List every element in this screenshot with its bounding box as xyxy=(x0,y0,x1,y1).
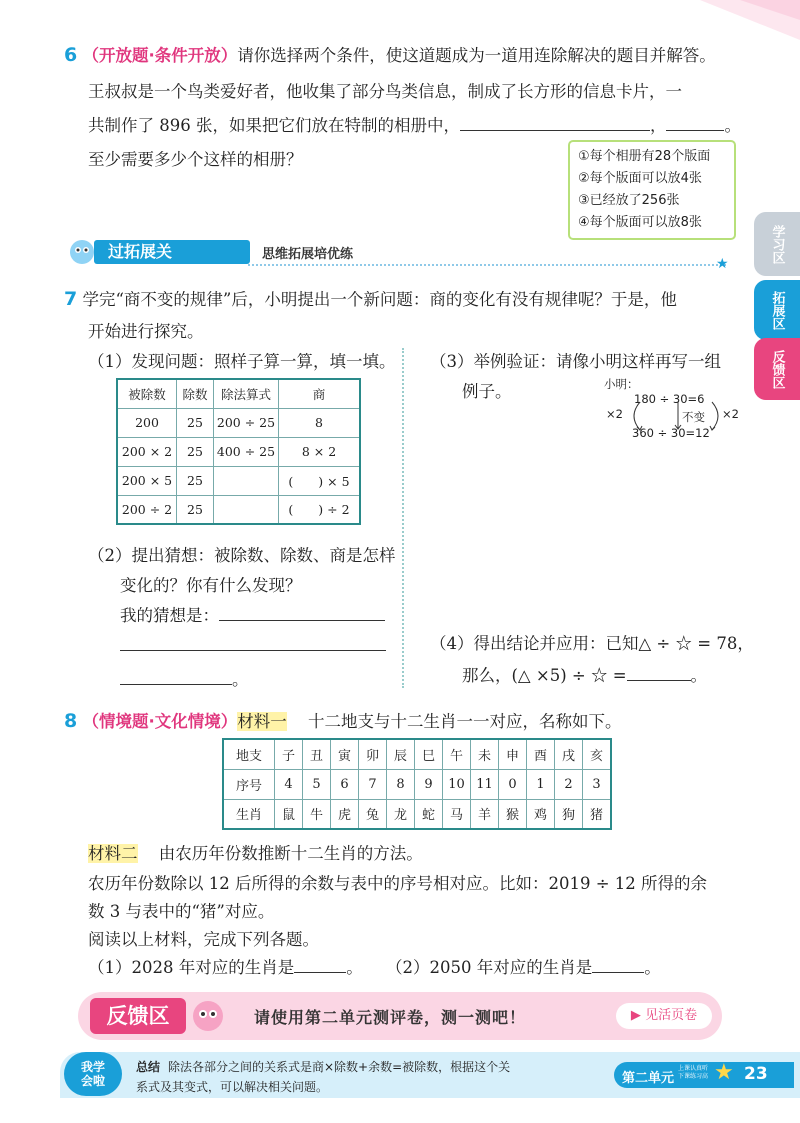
table-cell: 虎 xyxy=(331,799,359,829)
unit-small: 上课认真听 下课练习高 xyxy=(678,1065,709,1080)
table-header: 除数 xyxy=(177,379,214,408)
q6-option-4: ④每个版面可以放8张 xyxy=(578,215,702,230)
q7-part1: （1）发现问题：照样子算一算，填一填。 xyxy=(88,352,396,371)
play-icon: ▶ xyxy=(630,1008,646,1023)
table-answer-cell[interactable] xyxy=(214,495,279,524)
q7-table xyxy=(116,378,361,525)
table-cell: 25 xyxy=(177,466,214,495)
footer-badge: 我学会啦 xyxy=(64,1052,122,1096)
q6-options-box xyxy=(568,140,736,240)
table-cell: 马 xyxy=(443,799,471,829)
table-answer-cell[interactable]: ( ) × 5 xyxy=(279,466,361,495)
q7-text1: 学完“商不变的规律”后，小明提出一个新问题：商的变化有没有规律呢？于是，他 xyxy=(82,290,677,309)
guess-blank-2[interactable] xyxy=(120,650,386,651)
q7-number: 7 xyxy=(64,288,78,310)
page-number: 23 xyxy=(744,1064,768,1084)
q8-subquestions: （1）2028 年对应的生肖是 。 （2）2050 年对应的生肖是 。 xyxy=(88,958,661,977)
table-cell: 7 xyxy=(359,769,387,799)
material2-label: 材料二 xyxy=(88,844,138,863)
q8-blank-2[interactable] xyxy=(592,956,644,973)
q6-text1: 请你选择两个条件，使这道题成为一道用连除解决的题目并解答。 xyxy=(237,46,716,65)
table-cell: 鼠 xyxy=(275,799,303,829)
table-cell: 猪 xyxy=(583,799,612,829)
q6-tag: （开放题·条件开放） xyxy=(82,46,238,65)
q6-option-3: ③已经放了256张 xyxy=(578,193,680,208)
section-banner xyxy=(64,238,732,272)
table-cell: 地支 xyxy=(223,739,275,769)
q7-part2b: 变化的？你有什么发现？ xyxy=(120,576,302,595)
table-row xyxy=(223,769,611,799)
column-divider xyxy=(402,348,404,688)
q6-line1 xyxy=(64,42,716,66)
q7-part3b: 例子。 xyxy=(462,382,512,401)
table-answer-cell[interactable]: ( ) ÷ 2 xyxy=(279,495,361,524)
material2-text: 由农历年份数推断十二生肖的方法。 xyxy=(158,844,423,863)
table-cell: 200 × 5 xyxy=(117,466,177,495)
example-label: 小明： xyxy=(604,377,639,391)
table-row xyxy=(223,799,611,829)
table-cell: 10 xyxy=(443,769,471,799)
table-cell: 未 xyxy=(471,739,499,769)
table-cell: 8 xyxy=(387,769,415,799)
xiaoming-example xyxy=(600,376,750,440)
table-cell: 5 xyxy=(303,769,331,799)
table-answer-cell[interactable] xyxy=(214,466,279,495)
example-top: 180 ÷ 30=6 xyxy=(634,392,705,406)
table-cell: 羊 xyxy=(471,799,499,829)
q8-line-l2: 数 3 与表中的“猪”对应。 xyxy=(88,902,275,921)
table-header: 被除数 xyxy=(117,379,177,408)
q7-part4b: 那么，(△ ×5) ÷ ☆ = 。 xyxy=(462,666,708,685)
table-header: 商 xyxy=(279,379,361,408)
table-row xyxy=(117,495,360,524)
q8-number: 8 xyxy=(64,710,78,732)
tab-expand[interactable]: 拓展区 xyxy=(754,280,800,340)
q8-material2 xyxy=(88,840,423,864)
table-row xyxy=(117,466,360,495)
summary-line2: 系式及其变式，可以解决相关问题。 xyxy=(136,1080,329,1094)
q7-part3a: （3）举例验证：请像小明这样再写一组 xyxy=(430,352,721,371)
q8-line1 xyxy=(64,708,622,732)
table-cell: 8 xyxy=(279,408,361,437)
table-cell: 25 xyxy=(177,495,214,524)
guess-blank-3[interactable] xyxy=(120,668,232,685)
zodiac-table xyxy=(222,738,612,830)
table-cell: 子 xyxy=(275,739,303,769)
table-cell: 寅 xyxy=(331,739,359,769)
table-cell: 200 ÷ 2 xyxy=(117,495,177,524)
q7-part2a: （2）提出猜想：被除数、除数、商是怎样 xyxy=(88,546,396,565)
table-cell: 午 xyxy=(443,739,471,769)
q7-part2d: 。 xyxy=(120,666,249,690)
table-cell: 4 xyxy=(275,769,303,799)
summary-line1: 除法各部分之间的关系式是商×除数+余数=被除数，根据这个关 xyxy=(168,1060,511,1074)
example-left: ×2 xyxy=(606,407,623,421)
q8-line-l1: 农历年份数除以 12 后所得的余数与表中的序号相对应。比如：2019 ÷ 12 所得的余 xyxy=(88,874,708,893)
q6-line2: 王叔叔是一个鸟类爱好者，他收集了部分鸟类信息，制成了长方形的信息卡片，一 xyxy=(88,82,682,101)
q6-blank1[interactable] xyxy=(460,114,650,131)
table-cell: 戌 xyxy=(555,739,583,769)
q8-blank-1[interactable] xyxy=(294,956,346,973)
table-cell: 辰 xyxy=(387,739,415,769)
table-cell: 1 xyxy=(527,769,555,799)
table-cell: 丑 xyxy=(303,739,331,769)
star-icon: ★ xyxy=(714,1060,734,1085)
example-arrows xyxy=(600,376,750,442)
q7-line2: 开始进行探究。 xyxy=(88,322,204,341)
table-cell: 25 xyxy=(177,408,214,437)
table-cell: 生肖 xyxy=(223,799,275,829)
table-cell: 序号 xyxy=(223,769,275,799)
q6-blank2[interactable] xyxy=(666,114,724,131)
q6-option-2: ②每个版面可以放4张 xyxy=(578,171,702,186)
material1-label: 材料一 xyxy=(237,712,287,731)
example-bottom: 360 ÷ 30=12 xyxy=(632,426,710,440)
table-cell: 0 xyxy=(499,769,527,799)
table-cell: 11 xyxy=(471,769,499,799)
table-cell: 400 ÷ 25 xyxy=(214,437,279,466)
feedback-label: 反馈区 xyxy=(90,998,186,1034)
q6-line3: 共制作了 896 张，如果把它们放在特制的相册中， ， 。 xyxy=(88,116,741,135)
table-cell: 巳 xyxy=(415,739,443,769)
q6-number: 6 xyxy=(64,44,78,66)
table-cell: 鸡 xyxy=(527,799,555,829)
see-worksheet-button[interactable] xyxy=(616,1003,712,1029)
q6-option-1: ①每个相册有28个版面 xyxy=(578,149,711,164)
table-cell: 8 × 2 xyxy=(279,437,361,466)
footer xyxy=(0,1052,800,1123)
table-row xyxy=(117,408,360,437)
summary-label: 总结 xyxy=(136,1060,161,1074)
table-cell: 牛 xyxy=(303,799,331,829)
q8-tag: （情境题·文化情境） xyxy=(82,712,238,731)
banner-divider xyxy=(248,264,726,266)
table-cell: 龙 xyxy=(387,799,415,829)
mascot-icon xyxy=(186,994,230,1038)
banner-subtitle: 思维拓展培优练 xyxy=(262,247,354,262)
table-cell: 酉 xyxy=(527,739,555,769)
tab-feedback[interactable]: 反馈区 xyxy=(754,338,800,400)
q6-line4: 至少需要多少个这样的相册？ xyxy=(88,150,303,169)
banner-title: 过拓展关 xyxy=(94,240,250,264)
table-cell: 蛇 xyxy=(415,799,443,829)
feedback-text: 请使用第二单元测评卷，测一测吧！ xyxy=(254,1008,527,1027)
unit-label: 第二单元 xyxy=(622,1071,675,1086)
table-cell: 25 xyxy=(177,437,214,466)
feedback-bar xyxy=(78,992,722,1040)
q7-answer-blank[interactable] xyxy=(627,664,691,681)
q7-part2c: 我的猜想是： xyxy=(120,602,385,626)
guess-blank-1[interactable] xyxy=(219,604,385,621)
table-cell: 200 ÷ 25 xyxy=(214,408,279,437)
q7-line1 xyxy=(64,286,677,310)
material1-text: 十二地支与十二生肖一一对应，名称如下。 xyxy=(308,712,622,731)
table-cell: 申 xyxy=(499,739,527,769)
table-header: 除法算式 xyxy=(214,379,279,408)
table-cell: 200 xyxy=(117,408,177,437)
see-worksheet-label: 见活页卷 xyxy=(645,1008,698,1023)
example-middle: 不变 xyxy=(682,410,705,424)
example-right: ×2 xyxy=(722,407,739,421)
table-cell: 200 × 2 xyxy=(117,437,177,466)
star-icon: ★ xyxy=(716,256,729,272)
table-cell: 狗 xyxy=(555,799,583,829)
table-cell: 卯 xyxy=(359,739,387,769)
table-row xyxy=(223,739,611,769)
q8-line-l3: 阅读以上材料，完成下列各题。 xyxy=(88,930,319,949)
table-cell: 6 xyxy=(331,769,359,799)
q7-part4a: （4）得出结论并应用：已知△ ÷ ☆ = 78， xyxy=(430,634,754,653)
table-cell: 猴 xyxy=(499,799,527,829)
table-cell: 9 xyxy=(415,769,443,799)
table-cell: 3 xyxy=(583,769,612,799)
table-cell: 亥 xyxy=(583,739,612,769)
table-row xyxy=(117,437,360,466)
tab-study[interactable]: 学习区 xyxy=(754,212,800,276)
table-cell: 兔 xyxy=(359,799,387,829)
table-cell: 2 xyxy=(555,769,583,799)
